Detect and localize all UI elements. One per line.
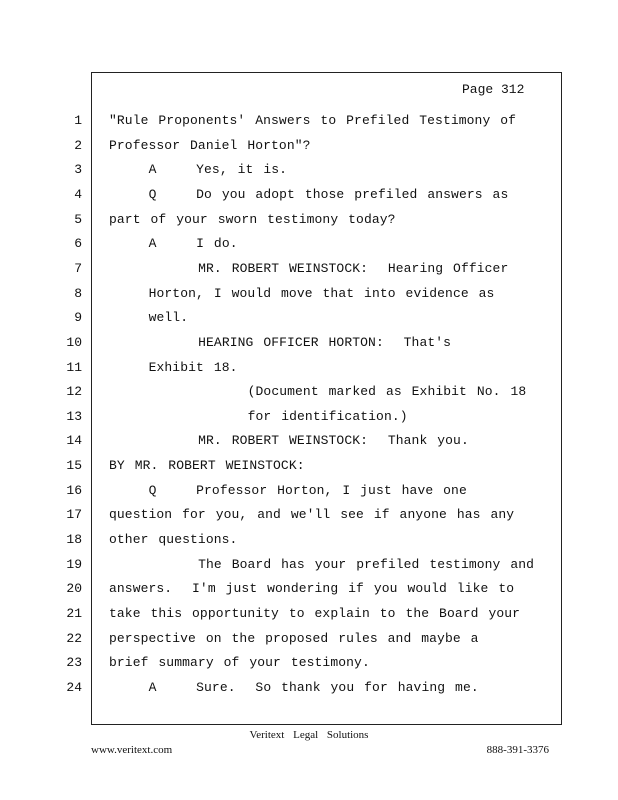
transcript-line: MR. ROBERT WEINSTOCK: Thank you. <box>109 433 469 449</box>
line-number: 24 <box>66 679 82 695</box>
line-number: 19 <box>66 556 82 572</box>
line-number: 1 <box>74 113 82 128</box>
line-number: 10 <box>66 334 82 350</box>
line-number: 11 <box>66 359 82 375</box>
transcript-line: MR. ROBERT WEINSTOCK: Hearing Officer <box>109 260 509 276</box>
line-number: 21 <box>66 606 82 621</box>
transcript-line: for identification.) <box>109 408 408 424</box>
transcript-line: perspective on the proposed rules and maybe a <box>109 630 479 646</box>
line-number: 13 <box>66 408 82 424</box>
footer-phone: 888-391-3376 <box>486 744 549 756</box>
footer-website: www.veritext.com <box>91 744 173 756</box>
transcript-line: "Rule Proponents' Answers to Prefiled Testimony of <box>109 113 517 128</box>
transcript-line: answers. I'm just wondering if you would like to <box>109 581 515 597</box>
transcript-line: brief summary of your testimony. <box>109 655 370 671</box>
line-number: 23 <box>66 655 82 671</box>
transcript-line: well. <box>109 310 189 326</box>
line-number: 6 <box>74 236 82 252</box>
transcript-line: (Document marked as Exhibit No. 18 <box>109 384 527 400</box>
transcript-line: The Board has your prefiled testimony and <box>109 556 535 572</box>
line-number: 20 <box>66 581 82 597</box>
line-number: 16 <box>66 482 82 498</box>
line-number: 9 <box>74 310 82 326</box>
line-number: 3 <box>74 162 82 178</box>
transcript-line: A Yes, it is. <box>109 162 288 178</box>
line-number: 2 <box>74 137 82 153</box>
line-number: 18 <box>66 532 82 548</box>
transcript-line: Horton, I would move that into evidence as <box>109 285 495 301</box>
line-number: 12 <box>66 384 82 400</box>
transcript-line: Q Professor Horton, I just have one <box>109 482 467 498</box>
transcript-line: A I do. <box>109 236 238 252</box>
line-number: 14 <box>66 433 82 449</box>
line-number: 7 <box>74 260 82 276</box>
page-number: Page 312 <box>462 82 525 97</box>
line-number: 15 <box>66 458 82 474</box>
transcript-line: A Sure. So thank you for having me. <box>109 679 479 695</box>
transcript-line: Exhibit 18. <box>109 359 238 375</box>
footer-company: Veritext Legal Solutions <box>249 729 369 741</box>
line-number: 22 <box>66 630 82 646</box>
line-number: 4 <box>74 186 82 202</box>
line-number: 5 <box>74 211 82 227</box>
transcript-line: question for you, and we'll see if anyone has any <box>109 507 515 523</box>
transcript-line: take this opportunity to explain to the Board your <box>109 606 521 621</box>
transcript-line: HEARING OFFICER HORTON: That's <box>109 334 452 350</box>
transcript-line: Q Do you adopt those prefiled answers as <box>109 186 509 202</box>
line-number: 17 <box>66 507 82 523</box>
line-number: 8 <box>74 285 82 301</box>
transcript-line: Professor Daniel Horton"? <box>109 137 311 153</box>
transcript-line: other questions. <box>109 532 238 548</box>
transcript-line: BY MR. ROBERT WEINSTOCK: <box>109 458 305 474</box>
transcript-line: part of your sworn testimony today? <box>109 211 396 227</box>
